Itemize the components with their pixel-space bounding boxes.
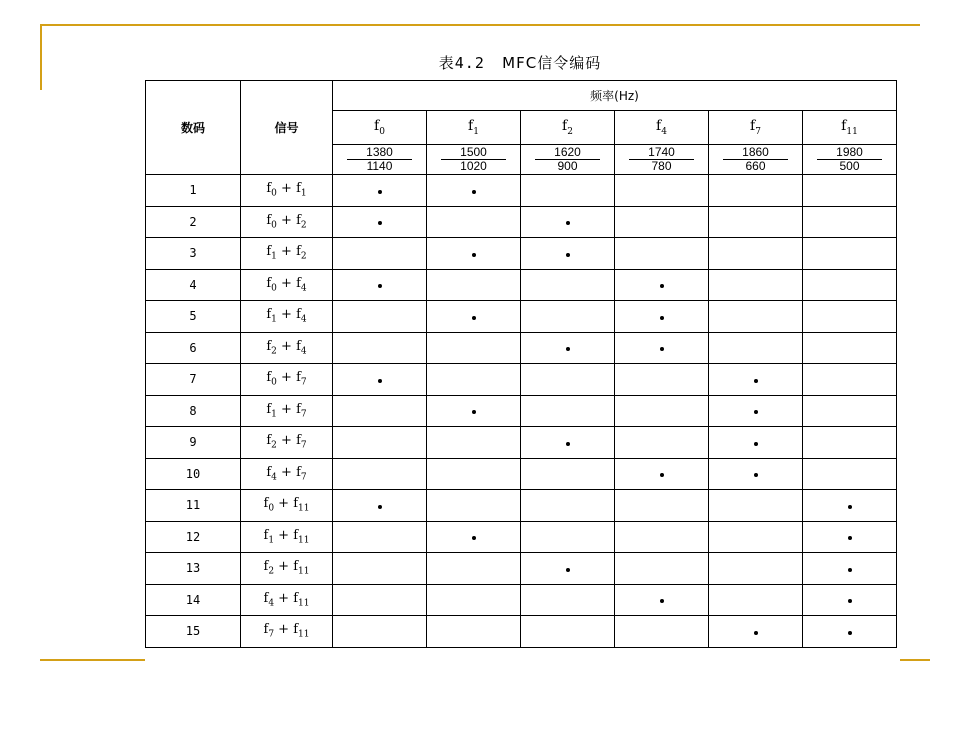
code-cell — [803, 301, 897, 333]
signal-cell: $f_1 + f_7$ — [241, 395, 333, 427]
code-cell — [333, 427, 427, 459]
digit-cell: 15 — [146, 616, 241, 648]
digit-cell: 1 — [146, 175, 241, 207]
frequency-index: 0 — [379, 126, 385, 137]
frequency-symbol: $f_4$ — [656, 118, 667, 137]
signal-cell: $f_2 + f_{11}$ — [241, 553, 333, 585]
frequency-symbol: $f_{11}$ — [293, 622, 310, 641]
frequency-header — [521, 111, 615, 145]
frequency-symbol: $f_7$ — [296, 433, 307, 452]
code-cell — [803, 175, 897, 207]
frequency-symbol: $f_0$ — [374, 118, 385, 137]
mfc-table — [145, 80, 897, 648]
dot-marker — [566, 221, 570, 225]
frequency-values — [521, 145, 615, 175]
table-row — [146, 238, 897, 270]
code-cell — [333, 175, 427, 207]
table-row — [146, 332, 897, 364]
code-cell — [427, 206, 521, 238]
decor-line-bottom-left — [40, 659, 145, 661]
code-cell — [427, 521, 521, 553]
code-cell — [333, 458, 427, 490]
signal-cell: $f_0 + f_1$ — [241, 175, 333, 207]
code-cell — [333, 301, 427, 333]
code-cell — [803, 490, 897, 522]
signal-cell: $f_4 + f_7$ — [241, 458, 333, 490]
frequency-symbol: $f_7$ — [296, 464, 307, 483]
dot-marker — [472, 536, 476, 540]
frequency-index: 4 — [271, 472, 277, 483]
code-cell — [709, 521, 803, 553]
frequency-header — [615, 111, 709, 145]
frequency-symbol: $f_4$ — [263, 590, 275, 609]
digit-cell: 10 — [146, 458, 241, 490]
table-row — [146, 206, 897, 238]
frequency-index: 1 — [473, 126, 479, 137]
code-cell — [521, 521, 615, 553]
code-cell — [709, 616, 803, 648]
code-cell — [333, 364, 427, 396]
code-cell — [803, 269, 897, 301]
code-cell — [427, 301, 521, 333]
dot-marker — [566, 442, 570, 446]
code-cell — [803, 427, 897, 459]
digit-cell: 12 — [146, 521, 241, 553]
table-row — [146, 553, 897, 585]
header-frequency: 频率(Hz) — [333, 81, 897, 111]
code-cell — [709, 269, 803, 301]
dot-marker — [472, 190, 476, 194]
signal-cell: $f_1 + f_4$ — [241, 301, 333, 333]
code-cell — [521, 427, 615, 459]
backward-frequency: 900 — [557, 159, 578, 173]
signal-cell: $f_1 + f_{11}$ — [241, 521, 333, 553]
signal-cell: $f_0 + f_2$ — [241, 206, 333, 238]
code-cell — [521, 584, 615, 616]
code-cell — [803, 521, 897, 553]
code-cell — [615, 521, 709, 553]
digit-cell: 7 — [146, 364, 241, 396]
code-cell — [333, 238, 427, 270]
code-cell — [615, 553, 709, 585]
frequency-symbol: $f_0$ — [266, 181, 277, 200]
code-cell — [709, 584, 803, 616]
header-digit: 数码 — [146, 81, 241, 175]
dot-marker — [754, 473, 758, 477]
code-cell — [521, 364, 615, 396]
code-cell — [803, 332, 897, 364]
code-cell — [615, 332, 709, 364]
code-cell — [427, 553, 521, 585]
frequency-index: 0 — [271, 378, 277, 389]
frequency-symbol: $f_1$ — [266, 401, 277, 420]
table-row — [146, 301, 897, 333]
code-cell — [803, 553, 897, 585]
dot-marker — [848, 505, 852, 509]
table-row — [146, 584, 897, 616]
code-cell — [709, 553, 803, 585]
frequency-values — [615, 145, 709, 175]
code-cell — [709, 395, 803, 427]
frequency-symbol: $f_1$ — [296, 181, 307, 200]
dot-marker — [472, 410, 476, 414]
frequency-symbol: $f_7$ — [296, 370, 307, 389]
code-cell — [521, 616, 615, 648]
frequency-symbol: $f_1$ — [263, 527, 275, 546]
code-cell — [333, 616, 427, 648]
frequency-symbol: $f_7$ — [296, 401, 307, 420]
frequency-index: 7 — [300, 441, 307, 452]
code-cell — [615, 458, 709, 490]
table-row — [146, 364, 897, 396]
code-cell — [803, 364, 897, 396]
forward-frequency: 1380 — [347, 146, 412, 160]
frequency-index: 11 — [846, 126, 858, 137]
dot-marker — [660, 316, 664, 320]
decor-line-bottom-right — [900, 659, 930, 661]
code-cell — [521, 206, 615, 238]
signal-cell: $f_0 + f_7$ — [241, 364, 333, 396]
frequency-index: 2 — [300, 252, 307, 263]
code-cell — [333, 206, 427, 238]
code-cell — [521, 269, 615, 301]
forward-frequency: 1980 — [817, 146, 882, 160]
code-cell — [709, 175, 803, 207]
digit-cell: 3 — [146, 238, 241, 270]
frequency-values — [333, 145, 427, 175]
code-cell — [709, 206, 803, 238]
code-cell — [333, 490, 427, 522]
backward-frequency: 660 — [745, 159, 766, 173]
code-cell — [615, 206, 709, 238]
dot-marker — [848, 599, 852, 603]
code-cell — [333, 584, 427, 616]
frequency-symbol: $f_1$ — [468, 118, 479, 137]
frequency-index: 7 — [300, 378, 307, 389]
code-cell — [615, 364, 709, 396]
dot-marker — [848, 536, 852, 540]
dot-marker — [660, 599, 664, 603]
frequency-symbol: $f_0$ — [266, 370, 277, 389]
code-cell — [803, 238, 897, 270]
decor-line-left — [40, 24, 42, 90]
digit-cell: 13 — [146, 553, 241, 585]
code-cell — [521, 553, 615, 585]
frequency-index: 7 — [755, 126, 761, 137]
frequency-index: 2 — [300, 220, 307, 231]
code-cell — [427, 332, 521, 364]
dot-marker — [754, 631, 758, 635]
dot-marker — [378, 505, 382, 509]
table-row — [146, 521, 897, 553]
code-cell — [521, 301, 615, 333]
signal-cell: $f_0 + f_{11}$ — [241, 490, 333, 522]
frequency-index: 0 — [268, 504, 275, 515]
code-cell — [521, 395, 615, 427]
decor-line-top — [40, 24, 920, 26]
frequency-symbol: $f_2$ — [266, 338, 277, 357]
frequency-index: 1 — [271, 315, 277, 326]
code-cell — [521, 490, 615, 522]
frequency-index: 4 — [300, 346, 307, 357]
dot-marker — [566, 568, 570, 572]
frequency-values — [427, 145, 521, 175]
table-row — [146, 458, 897, 490]
frequency-values — [803, 145, 897, 175]
digit-cell: 9 — [146, 427, 241, 459]
code-cell — [615, 238, 709, 270]
code-cell — [333, 553, 427, 585]
code-cell — [803, 458, 897, 490]
code-cell — [333, 332, 427, 364]
code-cell — [521, 332, 615, 364]
frequency-symbol: $f_{11}$ — [293, 559, 310, 578]
frequency-index: 11 — [298, 598, 310, 609]
code-cell — [333, 395, 427, 427]
frequency-index: 1 — [271, 409, 277, 420]
dot-marker — [566, 347, 570, 351]
code-cell — [803, 584, 897, 616]
frequency-header — [333, 111, 427, 145]
frequency-index: 7 — [300, 409, 307, 420]
frequency-symbol: $f_{11}$ — [841, 118, 858, 137]
frequency-symbol: $f_2$ — [296, 244, 307, 263]
header-signal: 信号 — [241, 81, 333, 175]
code-cell — [615, 616, 709, 648]
backward-frequency: 500 — [839, 159, 860, 173]
code-cell — [615, 269, 709, 301]
frequency-symbol: $f_2$ — [562, 118, 573, 137]
frequency-symbol: $f_2$ — [296, 212, 307, 231]
frequency-symbol: $f_2$ — [263, 559, 275, 578]
dot-marker — [660, 284, 664, 288]
frequency-index: 11 — [298, 504, 310, 515]
dot-marker — [660, 473, 664, 477]
table-row — [146, 395, 897, 427]
frequency-symbol: $f_0$ — [266, 275, 277, 294]
frequency-index: 1 — [300, 189, 307, 200]
frequency-symbol: $f_4$ — [296, 307, 307, 326]
code-cell — [615, 175, 709, 207]
forward-frequency: 1620 — [535, 146, 600, 160]
code-cell — [427, 364, 521, 396]
code-cell — [803, 395, 897, 427]
dot-marker — [378, 190, 382, 194]
dot-marker — [472, 316, 476, 320]
frequency-symbol: $f_4$ — [296, 275, 307, 294]
frequency-symbol: $f_7$ — [750, 118, 761, 137]
code-cell — [333, 269, 427, 301]
frequency-index: 11 — [298, 630, 310, 641]
signal-cell: $f_2 + f_4$ — [241, 332, 333, 364]
backward-frequency: 780 — [651, 159, 672, 173]
code-cell — [709, 332, 803, 364]
code-cell — [521, 458, 615, 490]
digit-cell: 8 — [146, 395, 241, 427]
frequency-index: 1 — [271, 252, 277, 263]
code-cell — [427, 238, 521, 270]
code-cell — [709, 427, 803, 459]
backward-frequency: 1020 — [460, 159, 487, 173]
table-row — [146, 175, 897, 207]
table-row — [146, 616, 897, 648]
code-cell — [709, 490, 803, 522]
code-cell — [615, 427, 709, 459]
code-cell — [615, 584, 709, 616]
digit-cell: 6 — [146, 332, 241, 364]
frequency-index: 2 — [271, 441, 277, 452]
forward-frequency: 1860 — [723, 146, 788, 160]
digit-cell: 2 — [146, 206, 241, 238]
frequency-index: 4 — [268, 598, 275, 609]
frequency-symbol: $f_0$ — [266, 212, 277, 231]
frequency-symbol: $f_7$ — [263, 622, 275, 641]
frequency-symbol: $f_0$ — [263, 496, 275, 515]
dot-marker — [754, 379, 758, 383]
frequency-header — [427, 111, 521, 145]
dot-marker — [754, 442, 758, 446]
dot-marker — [660, 347, 664, 351]
code-cell — [427, 269, 521, 301]
dot-marker — [472, 253, 476, 257]
digit-cell: 14 — [146, 584, 241, 616]
code-cell — [803, 206, 897, 238]
code-cell — [803, 616, 897, 648]
forward-frequency: 1500 — [441, 146, 506, 160]
frequency-index: 2 — [567, 126, 573, 137]
frequency-index: 11 — [298, 567, 310, 578]
frequency-symbol: $f_{11}$ — [293, 527, 310, 546]
frequency-index: 0 — [271, 189, 277, 200]
code-cell — [427, 427, 521, 459]
frequency-index: 4 — [300, 315, 307, 326]
frequency-index: 2 — [268, 567, 275, 578]
frequency-index: 0 — [271, 220, 277, 231]
frequency-index: 2 — [271, 346, 277, 357]
dot-marker — [378, 221, 382, 225]
frequency-index: 7 — [268, 630, 275, 641]
frequency-index: 4 — [661, 126, 667, 137]
code-cell — [427, 616, 521, 648]
signal-cell: $f_4 + f_{11}$ — [241, 584, 333, 616]
dot-marker — [378, 284, 382, 288]
code-cell — [709, 238, 803, 270]
forward-frequency: 1740 — [629, 146, 694, 160]
frequency-index: 1 — [268, 535, 275, 546]
table-row — [146, 269, 897, 301]
frequency-symbol: $f_1$ — [266, 244, 277, 263]
table-row — [146, 427, 897, 459]
dot-marker — [378, 379, 382, 383]
frequency-symbol: $f_4$ — [266, 464, 277, 483]
dot-marker — [566, 253, 570, 257]
code-cell — [709, 364, 803, 396]
frequency-index: 4 — [300, 283, 307, 294]
signal-cell: $f_2 + f_7$ — [241, 427, 333, 459]
caption-number: 表4.2 — [438, 54, 485, 72]
code-cell — [521, 175, 615, 207]
dot-marker — [754, 410, 758, 414]
code-cell — [709, 458, 803, 490]
frequency-symbol: $f_1$ — [266, 307, 277, 326]
code-cell — [615, 301, 709, 333]
dot-marker — [848, 568, 852, 572]
code-cell — [427, 395, 521, 427]
dot-marker — [848, 631, 852, 635]
digit-cell: 5 — [146, 301, 241, 333]
signal-cell: $f_0 + f_4$ — [241, 269, 333, 301]
frequency-symbol: $f_4$ — [296, 338, 307, 357]
frequency-header — [803, 111, 897, 145]
backward-frequency: 1140 — [366, 159, 393, 173]
code-cell — [427, 490, 521, 522]
digit-cell: 11 — [146, 490, 241, 522]
code-cell — [427, 584, 521, 616]
code-cell — [427, 175, 521, 207]
code-cell — [709, 301, 803, 333]
digit-cell: 4 — [146, 269, 241, 301]
table-row — [146, 490, 897, 522]
signal-cell: $f_1 + f_2$ — [241, 238, 333, 270]
signal-cell: $f_7 + f_{11}$ — [241, 616, 333, 648]
frequency-index: 0 — [271, 283, 277, 294]
code-cell — [615, 490, 709, 522]
code-cell — [427, 458, 521, 490]
code-cell — [333, 521, 427, 553]
frequency-symbol: $f_{11}$ — [293, 590, 310, 609]
frequency-symbol: $f_{11}$ — [293, 496, 310, 515]
table-caption — [145, 52, 895, 73]
frequency-symbol: $f_2$ — [266, 433, 277, 452]
frequency-index: 7 — [300, 472, 307, 483]
caption-title: MFC信令编码 — [502, 54, 602, 72]
frequency-values — [709, 145, 803, 175]
code-cell — [615, 395, 709, 427]
frequency-index: 11 — [298, 535, 310, 546]
code-cell — [521, 238, 615, 270]
frequency-header — [709, 111, 803, 145]
